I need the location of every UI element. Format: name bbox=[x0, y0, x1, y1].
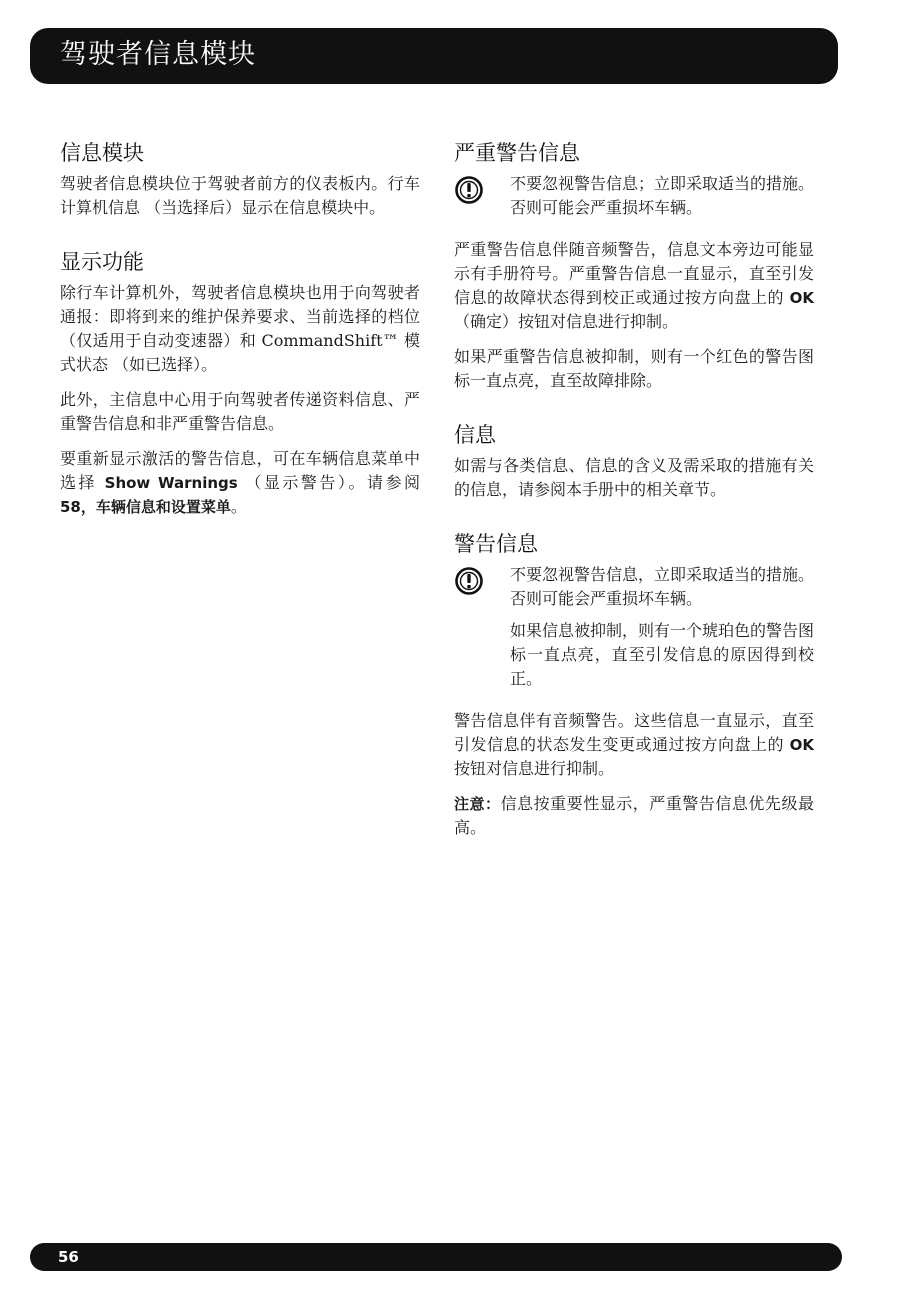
paragraph-critical-1: 严重警告信息伴随音频警告，信息文本旁边可能显示有手册符号。严重警告信息一直显示，直至引发信息的故障状态得到校正或通过按方向盘上的 OK （确定）按钮对信息进行抑制。 bbox=[454, 240, 814, 331]
exclamation-circle-icon bbox=[454, 172, 510, 209]
section-title-messages: 信息 bbox=[454, 423, 496, 447]
paragraph-display-function-1: 除行车计算机外，驾驶者信息模块也用于向驾驶者通报：即将到来的维护保养要求、当前选择的档位 （仅适用于自动变速器）和 CommandShift™ 模式状态 （如已选择）。 bbox=[60, 283, 420, 374]
ok-label: OK bbox=[789, 289, 814, 307]
section-title-display-function: 显示功能 bbox=[60, 250, 144, 274]
warning-text-standard-1: 不要忽视警告信息，立即采取适当的措施。否则可能会严重损坏车辆。 bbox=[510, 565, 815, 608]
warning-text-critical: 不要忽视警告信息；立即采取适当的措施。否则可能会严重损坏车辆。 bbox=[510, 174, 815, 217]
warning-block-critical bbox=[454, 172, 814, 228]
page-number: 56 bbox=[58, 1248, 79, 1266]
left-column bbox=[60, 138, 420, 530]
ok-label: OK bbox=[789, 736, 814, 754]
exclamation-circle-icon bbox=[454, 563, 510, 600]
paragraph-info-module: 驾驶者信息模块位于驾驶者前方的仪表板内。行车计算机信息 （当选择后）显示在信息模块中。 bbox=[60, 174, 420, 217]
show-warnings-label: Show Warnings bbox=[104, 474, 238, 492]
section-title-warnings: 警告信息 bbox=[454, 532, 538, 556]
section-title-critical-warnings: 严重警告信息 bbox=[454, 141, 580, 165]
header-bar bbox=[30, 28, 838, 84]
page-title: 驾驶者信息模块 bbox=[60, 39, 256, 70]
paragraph-messages: 如需与各类信息、信息的含义及需采取的措施有关的信息，请参阅本手册中的相关章节。 bbox=[454, 456, 814, 499]
paragraph-note: 注意：信息按重要性显示，严重警告信息优先级最高。 bbox=[454, 794, 814, 837]
warning-text-standard-2: 如果信息被抑制，则有一个琥珀色的警告图标一直点亮，直至引发信息的原因得到校正。 bbox=[510, 621, 815, 688]
footer-bar bbox=[30, 1243, 842, 1271]
paragraph-warnings-1: 警告信息伴有音频警告。这些信息一直显示，直至引发信息的状态发生变更或通过按方向盘上的 OK 按钮对信息进行抑制。 bbox=[454, 711, 814, 778]
warning-block-standard bbox=[454, 563, 814, 699]
paragraph-display-function-3: 要重新显示激活的警告信息，可在车辆信息菜单中选择 Show Warnings （显示警告）。请参阅 58，车辆信息和设置菜单。 bbox=[60, 449, 420, 516]
section-title-info-module: 信息模块 bbox=[60, 141, 144, 165]
note-label: 注意： bbox=[454, 795, 501, 813]
cross-reference-link: 58，车辆信息和设置菜单 bbox=[60, 498, 231, 516]
right-column bbox=[454, 138, 814, 851]
paragraph-display-function-2: 此外，主信息中心用于向驾驶者传递资料信息、严重警告信息和非严重警告信息。 bbox=[60, 390, 420, 433]
paragraph-critical-2: 如果严重警告信息被抑制，则有一个红色的警告图标一直点亮，直至故障排除。 bbox=[454, 347, 814, 390]
